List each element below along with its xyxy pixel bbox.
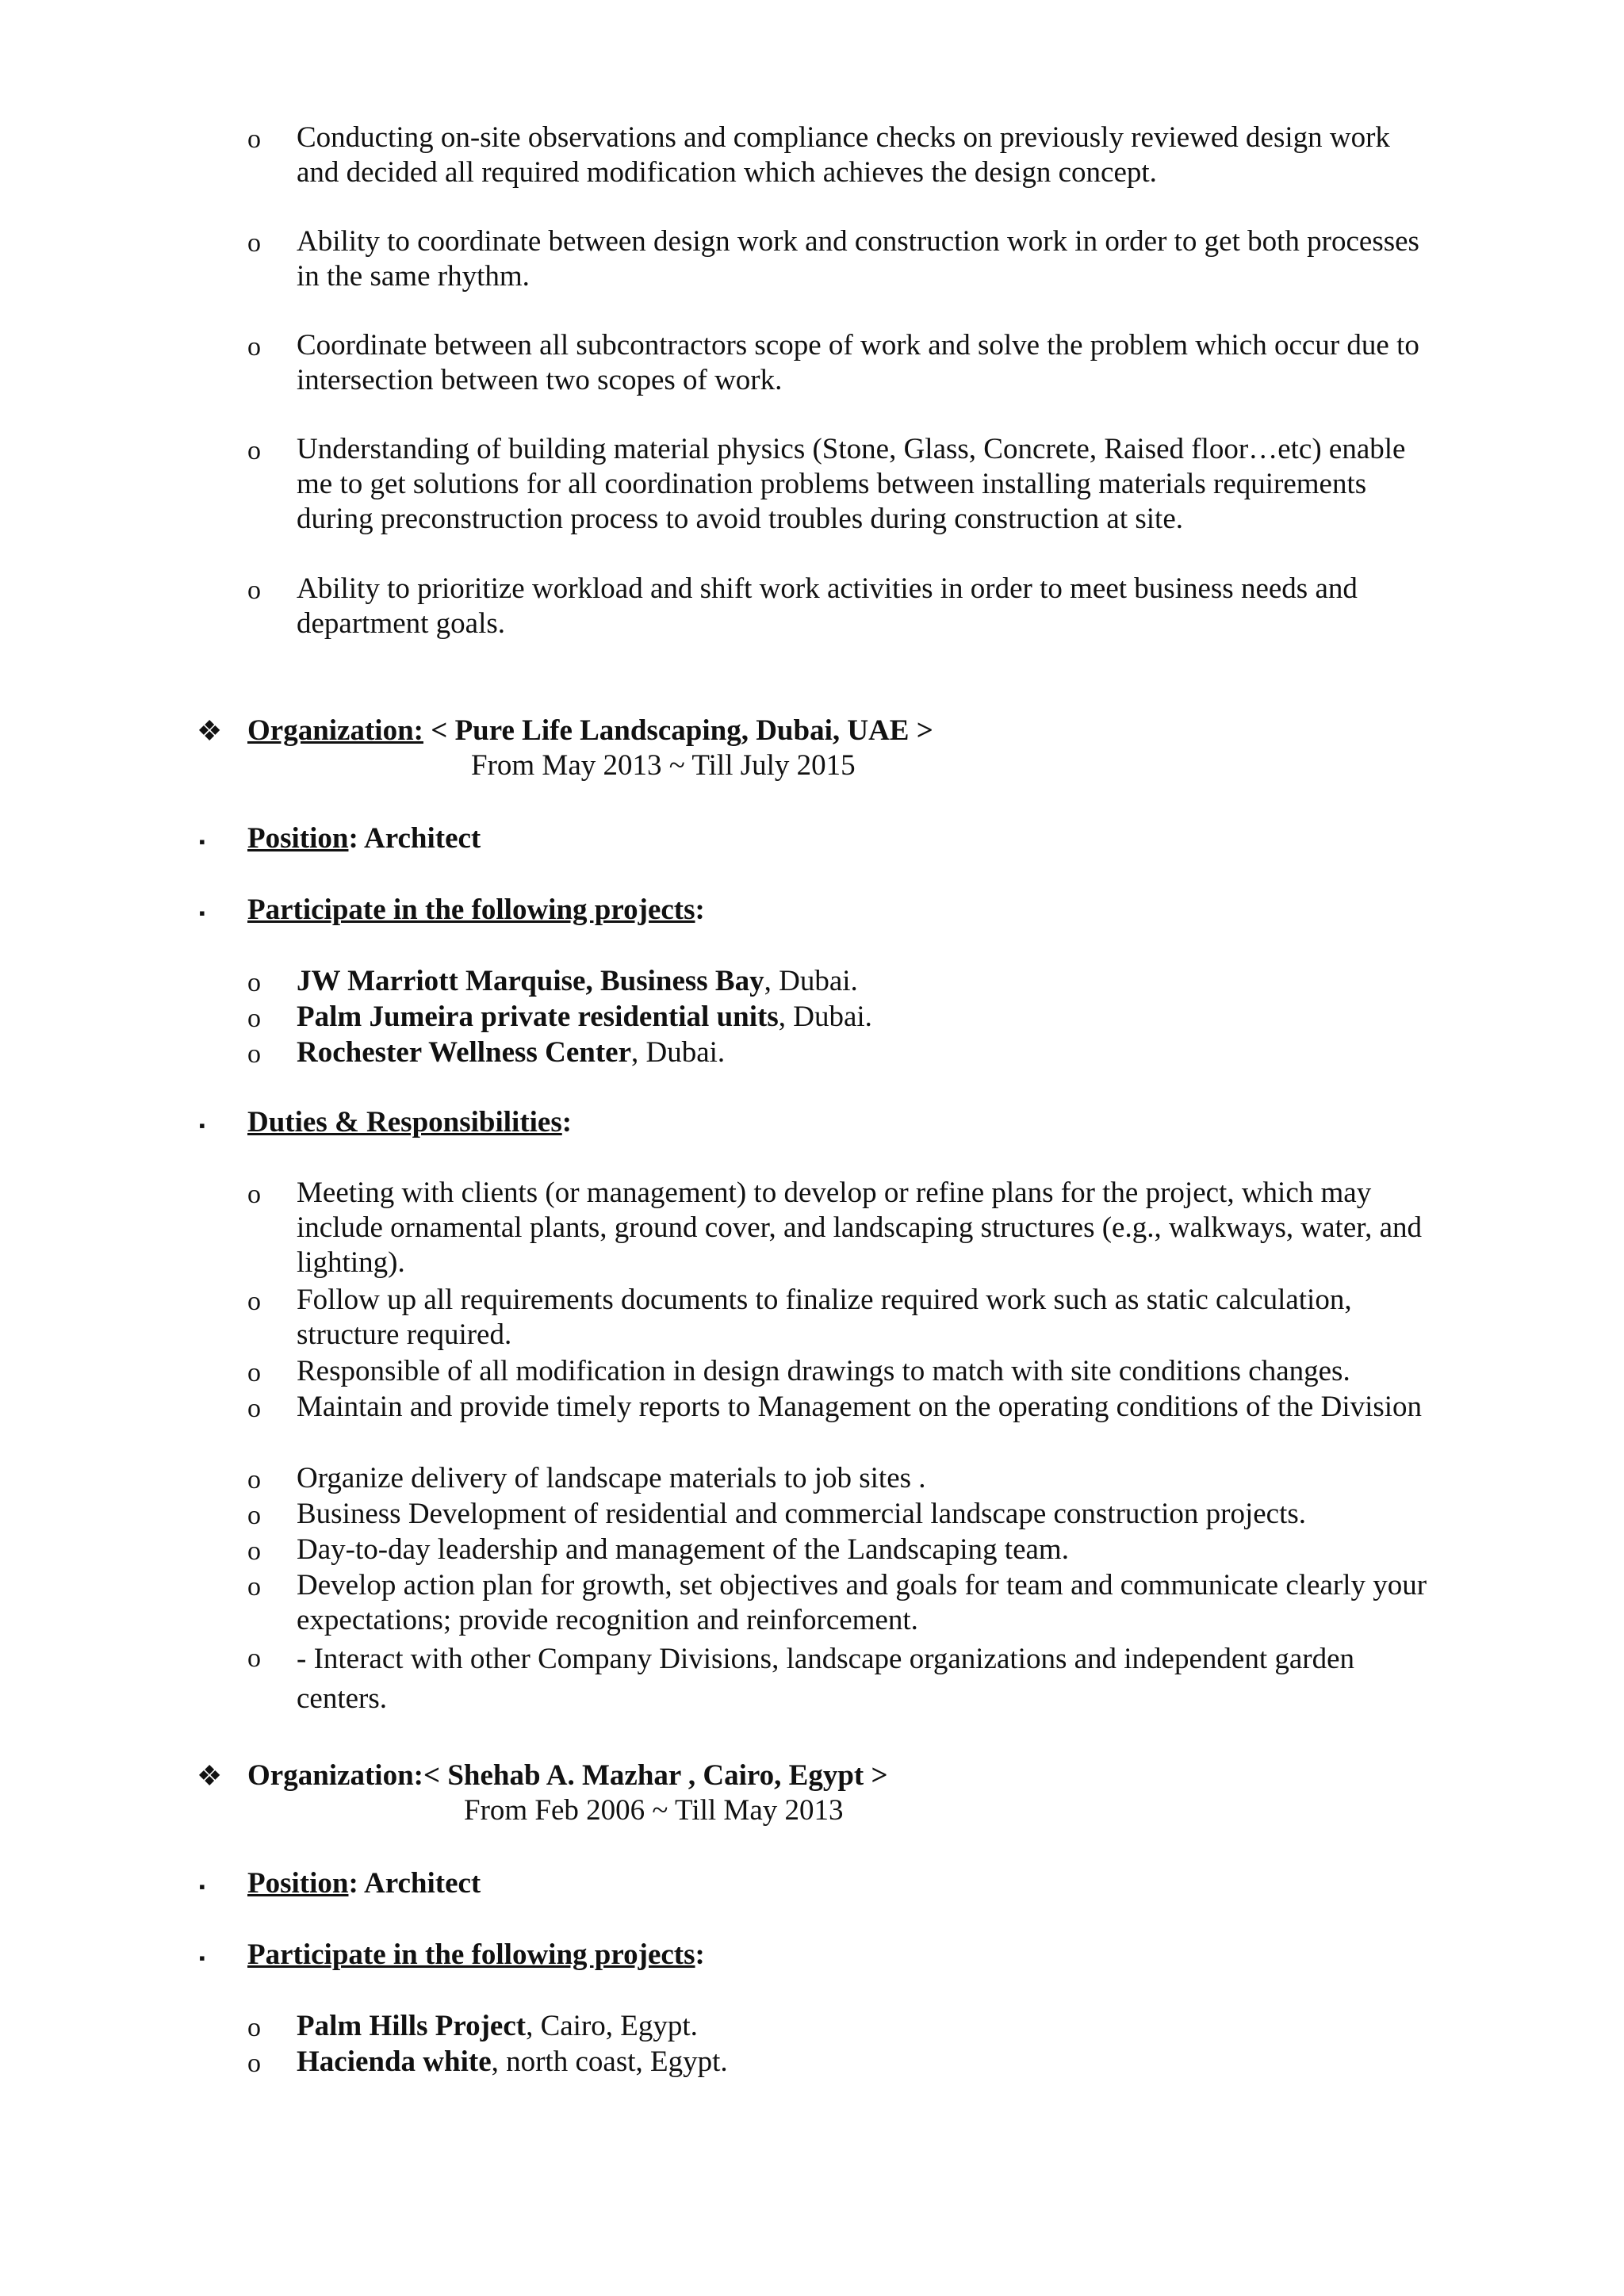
- list-item: Ability to prioritize workload and shift work activities in order to meet business needs and department goals.: [297, 572, 1358, 640]
- list-item: Follow up all requirements documents to finalize required work such as static calculation, structure required.: [297, 1284, 1352, 1351]
- duties-label: Duties & Responsibilities: [247, 1106, 562, 1138]
- list-item: Organize delivery of landscape materials to job sites .: [297, 1462, 926, 1494]
- position-label: Position: [247, 822, 349, 855]
- colon: :: [695, 894, 705, 926]
- project-location: , Cairo, Egypt.: [526, 2010, 698, 2042]
- sub-bullet-marker: o: [247, 1572, 261, 1601]
- sub-bullet-marker: o: [247, 1394, 261, 1423]
- project-name: Hacienda white: [297, 2045, 492, 2078]
- list-item: [297, 1035, 1438, 1070]
- sub-bullet-marker: o: [247, 124, 261, 154]
- sub-bullet-marker: o: [247, 1039, 261, 1069]
- sub-bullet-marker: o: [247, 1501, 261, 1530]
- list-item: [297, 2009, 1438, 2044]
- project-location: , Dubai.: [631, 1036, 726, 1069]
- sub-bullet-marker: o: [247, 1180, 261, 1209]
- org2-projects-heading: [247, 1938, 705, 1973]
- list-item: [297, 2045, 1438, 2080]
- org-label: Organization:: [247, 1759, 423, 1792]
- org-name: < Shehab A. Mazhar , Cairo, Egypt >: [423, 1759, 888, 1792]
- sub-bullet-marker: o: [247, 576, 261, 605]
- list-item: Business Development of residential and commercial landscape construction projects.: [297, 1498, 1307, 1530]
- list-item: Ability to coordinate between design work and construction work in order to get both processes in the same rhythm.: [297, 225, 1419, 293]
- org2-dates: From Feb 2006 ~ Till May 2013: [464, 1794, 844, 1827]
- project-location: , north coast, Egypt.: [491, 2045, 728, 2078]
- sub-bullet-marker: o: [247, 1358, 261, 1387]
- square-bullet-icon: ▪: [199, 903, 205, 923]
- sub-bullet-marker: o: [247, 2013, 261, 2042]
- list-item: [297, 964, 1438, 999]
- project-name: Rochester Wellness Center: [297, 1036, 631, 1069]
- projects-label: Participate in the following projects: [247, 894, 695, 926]
- colon: :: [561, 1106, 573, 1138]
- org1-position: [247, 821, 481, 856]
- position-value: : Architect: [348, 822, 481, 855]
- sub-bullet-marker: o: [247, 436, 261, 465]
- sub-bullet-marker: o: [247, 1004, 261, 1033]
- list-item: Develop action plan for growth, set objectives and goals for team and communicate clearly your expectations; provide recognition and reinforcement.: [297, 1569, 1427, 1636]
- diamond-bullet-icon: ❖: [197, 715, 223, 747]
- list-item: Understanding of building material physics (Stone, Glass, Concrete, Raised floor…etc) enable me to get solutions for all coordination problems between installing materials requirements during preconstruction process to avoid troubles during construction at site.: [297, 433, 1406, 535]
- project-name: Palm Hills Project: [297, 2010, 527, 2042]
- position-label: Position: [247, 1867, 349, 1900]
- list-item: Maintain and provide timely reports to Management on the operating conditions of the Division: [297, 1391, 1423, 1423]
- org-name: < Pure Life Landscaping, Dubai, UAE >: [423, 714, 933, 747]
- org2-position: [247, 1866, 481, 1901]
- sub-bullet-marker: o: [247, 1536, 261, 1566]
- org1-projects-heading: [247, 893, 705, 928]
- sub-bullet-marker: o: [247, 332, 261, 362]
- square-bullet-icon: ▪: [199, 1877, 205, 1896]
- square-bullet-icon: ▪: [199, 832, 205, 851]
- project-name: Palm Jumeira private residential units: [297, 1001, 779, 1033]
- position-value: : Architect: [348, 1867, 481, 1900]
- project-location: , Dubai.: [778, 1001, 872, 1033]
- list-item: Coordinate between all subcontractors scope of work and solve the problem which occur due to intersection between two scopes of work.: [297, 329, 1419, 396]
- project-location: , Dubai.: [764, 965, 858, 997]
- list-item: Conducting on-site observations and compliance checks on previously reviewed design work and decided all required modification which achieves the design concept.: [297, 121, 1390, 189]
- sub-bullet-marker: o: [247, 2049, 261, 2078]
- diamond-bullet-icon: ❖: [197, 1760, 223, 1792]
- sub-bullet-marker: o: [247, 1465, 261, 1494]
- square-bullet-icon: ▪: [199, 1948, 205, 1968]
- list-item: - Interact with other Company Divisions, landscape organizations and independent garden centers.: [297, 1643, 1355, 1715]
- list-item: Day-to-day leadership and management of the Landscaping team.: [297, 1533, 1069, 1566]
- list-item: Meeting with clients (or management) to develop or refine plans for the project, which may include ornamental plants, ground cover, and landscaping structures (e.g., walkways, water, and lighting).: [297, 1177, 1423, 1279]
- org-label: Organization:: [247, 714, 423, 747]
- org1-duties-heading: [247, 1105, 572, 1140]
- sub-bullet-marker: o: [247, 1644, 261, 1673]
- project-name: JW Marriott Marquise, Business Bay: [297, 965, 764, 997]
- sub-bullet-marker: o: [247, 1287, 261, 1316]
- projects-label: Participate in the following projects: [247, 1938, 695, 1971]
- org1-heading: [247, 714, 933, 748]
- sub-bullet-marker: o: [247, 228, 261, 258]
- org1-dates: From May 2013 ~ Till July 2015: [471, 749, 856, 782]
- sub-bullet-marker: o: [247, 968, 261, 997]
- list-item: Responsible of all modification in design drawings to match with site conditions changes.: [297, 1355, 1350, 1387]
- colon: :: [695, 1938, 705, 1971]
- org2-heading: [247, 1758, 888, 1793]
- square-bullet-icon: ▪: [199, 1115, 205, 1135]
- list-item: [297, 1000, 1438, 1035]
